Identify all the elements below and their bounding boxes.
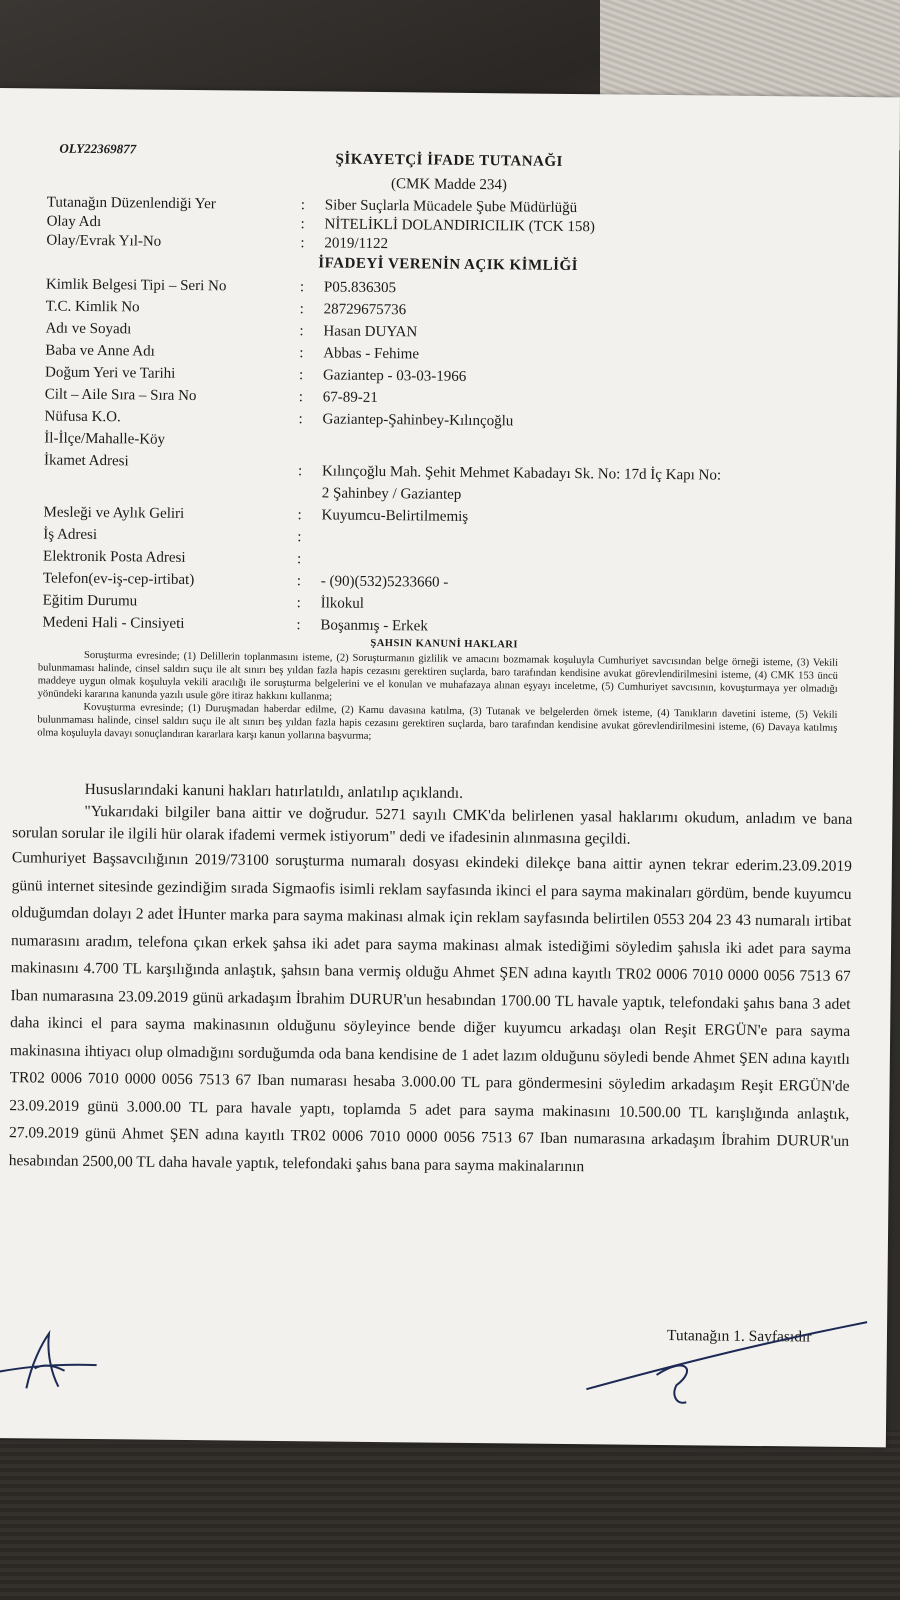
identity-value: Kuyumcu-Belirtilmemiş	[321, 507, 469, 525]
statement-body	[9, 778, 853, 1183]
identity-value: - (90)(532)5233660 -	[320, 573, 449, 591]
signature-right-icon	[576, 1309, 877, 1412]
identity-value: Hasan DUYAN	[323, 323, 418, 341]
reference-number: OLY22369877	[59, 140, 137, 157]
colon: :	[299, 279, 305, 296]
identity-label: Adı ve Soyadı	[45, 320, 132, 338]
background-floor	[0, 1430, 900, 1600]
identity-label: Baba ve Anne Adı	[45, 342, 155, 360]
colon: :	[299, 323, 304, 340]
rights-reminded-text: Hususlarındaki kanuni hakları hatırlatıldı, anlatılıp açıklandı.	[84, 780, 464, 802]
colon: :	[296, 551, 302, 568]
document-page	[0, 88, 900, 1447]
identity-label: Telefon(ev-iş-cep-irtibat)	[42, 570, 195, 589]
rights-investigation: Soruşturma evresinde; (1) Delillerin toplanmasını isteme, (2) Soruşturmanın gizlilik ve amacını bozmamak koşuluyla Cumhuriyet savcısından belge örneği isteme, (3) Vekili bulunmaması halinde, cinsel saldırı suçu ile alt sınırı beş yıldan fazla hapis cezasını gerektiren suçlarda, baro tarafından kendisine avukat görevlendirilmesini isteme, (4) CMK 153 üncü maddeye uygun olmak koşuluyla vekili aracılığı ile soruşturma belgelerini ve el konulan ve muhafazaya alınan eşyayı inceletme, (5) Cumhuriyet savcısının, kovuşturmaya yer olmadığı yönündeki kararına kanunda yazılı usule göre itiraz hakkını kullanma;	[37, 649, 839, 703]
identity-section-title: İFADEYİ VERENİN AÇIK KİMLİĞİ	[318, 255, 579, 275]
legal-rights	[37, 648, 838, 747]
colon: :	[298, 389, 304, 406]
identity-value: 67-89-21	[322, 389, 378, 406]
meta-value: NİTELİKLİ DOLANDIRICILIK (TCK 158)	[324, 216, 596, 236]
identity-value: Gaziantep-Şahinbey-Kılınçoğlu	[322, 411, 514, 430]
meta-value: Siber Suçlarla Mücadele Şube Müdürlüğü	[324, 197, 578, 217]
signature-left-icon	[0, 1318, 107, 1399]
colon: :	[298, 367, 304, 384]
identity-value: P05.836305	[323, 279, 397, 297]
identity-label: Doğum Yeri ve Tarihi	[44, 364, 176, 382]
identity-label: Mesleği ve Aylık Geliri	[43, 504, 185, 522]
document-subtitle: (CMK Madde 234)	[391, 176, 507, 194]
statement-text: Cumhuriyet Başsavcılığının 2019/73100 soruşturma numaralı dosyası ekindeki dilekçe bana aittir aynen tekrar ederim.23.09.2019 günü internet sitesinde gezindiğim sırada Sigmaofis isimli reklam sayfasında ikinci el para sayma makinaları gördüm, bende kuyumcu olduğumdan dolayı 2 adet İHunter marka para sayma makinası almak için reklam sayfasında belirtilen 0553 204 23 43 numaralı irtibat numarasını aradım, telefona çıkan erkek şahsa iki adet para sayma makinası almak istediğimi söyledim şahısla iki adet para sayma makinasını 4.700 TL karşılığında anlaştık, şahsın bana vermiş olduğu Ahmet ŞEN adına kayıtlı TR02 0006 7010 0000 0056 7513 67 Iban numarasına 23.09.2019 günü arkadaşım İbrahim DURUR'un hesabından 1700.00 TL havale yaptık, telefondaki şahıs bana 3 adet daha ikinci el para sayma makinasının olduğunu söyleyince bende diğer kuyumcu arkadaşı olan Reşit ERGÜN'e para sayma makinasına ihtiyacı olup olmadığını sorduğumda oda bana kendisine de 1 adet lazım olduğunu söyledi bende Ahmet ŞEN adına kayıtlı TR02 0006 7010 0000 0056 7513 67 Iban numarası hesaba 3.000.00 TL para göndermesini söyledim arkadaşım Reşit ERGÜN'de 23.09.2019 günü 3.000.00 TL para havale yaptı, toplamda 5 adet para sayma makinasını 10.500.00 TL karışlığında anlaştık, 27.09.2019 günü Ahmet ŞEN adına kayıtlı TR02 0006 7010 0000 0056 7513 67 Iban numarasına arkadaşım İbrahim DURUR'un hesabından 2500,00 TL daha havale yaptık, telefondaki şahıs bana para sayma makinalarının	[8, 849, 852, 1175]
identity-value: Boşanmış - Erkek	[320, 617, 428, 635]
rights-prosecution: Kovuşturma evresinde; (1) Duruşmadan haberdar edilme, (2) Kamu davasına katılma, (3) Tutanak ve belgelerden örnek isteme, (4) Tanıkların davetini isteme, (5) Vekili bulunmaması halinde, cinsel saldırı suçu ile alt sınırı beş yıldan fazla hapis cezasını gerektiren suçlarda, baro tarafından kendisine avukat görevlendirilmesini isteme, (6) Davaya katılmış olma koşuluyla davayı sonuçlandıran kararlara karşı kanun yollarına başvurma;	[37, 701, 838, 742]
identity-label: T.C. Kimlik No	[45, 298, 140, 316]
colon: :	[300, 197, 306, 214]
meta-value: 2019/1122	[324, 235, 389, 253]
colon: :	[297, 529, 302, 546]
colon: :	[300, 216, 305, 233]
colon: :	[298, 411, 303, 428]
identity-label: İkamet Adresi	[44, 452, 129, 470]
colon: :	[299, 345, 304, 362]
document-title: ŞİKAYETÇİ İFADE TUTANAĞI	[335, 151, 564, 170]
colon: :	[299, 301, 304, 318]
identity-label: Eğitim Durumu	[42, 592, 138, 610]
identity-label: Medeni Hali - Cinsiyeti	[42, 614, 185, 632]
declaration-text: "Yukarıdaki bilgiler bana aittir ve doğrudur. 5271 sayılı CMK'da belirlenen yasal haklarımı okudum, anladım ve bana sorulan sorular ile ilgili hür olarak ifademi vermek istiyorum" dedi ve ifadesinin alınmasına geçildi.	[12, 802, 853, 848]
identity-label: Nüfusa K.O.	[44, 408, 121, 426]
meta-label: Tutanağın Düzenlendiği Yer	[46, 194, 216, 213]
colon: :	[296, 573, 302, 590]
identity-label: İş Adresi	[43, 526, 98, 544]
meta-label: Olay Adı	[46, 213, 102, 231]
identity-label: Cilt – Aile Sıra – Sıra No	[44, 386, 197, 405]
identity-label: Kimlik Belgesi Tipi – Seri No	[45, 276, 227, 295]
identity-value: Kılınçoğlu Mah. Şehit Mehmet Kabadayı Sk. No: 17d İç Kapı No:	[321, 463, 722, 484]
colon: :	[296, 595, 301, 612]
meta-label: Olay/Evrak Yıl-No	[46, 232, 162, 250]
identity-value-line2: 2 Şahinbey / Gaziantep	[321, 485, 462, 503]
identity-value: 28729675736	[323, 301, 407, 319]
identity-label: Elektronik Posta Adresi	[43, 548, 186, 566]
identity-value: Abbas - Fehime	[323, 345, 420, 363]
colon: :	[297, 463, 303, 480]
rights-section-title: ŞAHSIN KANUNİ HAKLARI	[370, 637, 519, 651]
identity-value: İlkokul	[320, 595, 365, 612]
colon: :	[297, 507, 302, 524]
colon: :	[296, 617, 301, 634]
colon: :	[300, 235, 305, 252]
identity-value: Gaziantep - 03-03-1966	[322, 367, 467, 385]
page-note: Tutanağın 1. Sayfasıdır	[666, 1327, 812, 1346]
identity-label: İl-İlçe/Mahalle-Köy	[44, 430, 166, 448]
